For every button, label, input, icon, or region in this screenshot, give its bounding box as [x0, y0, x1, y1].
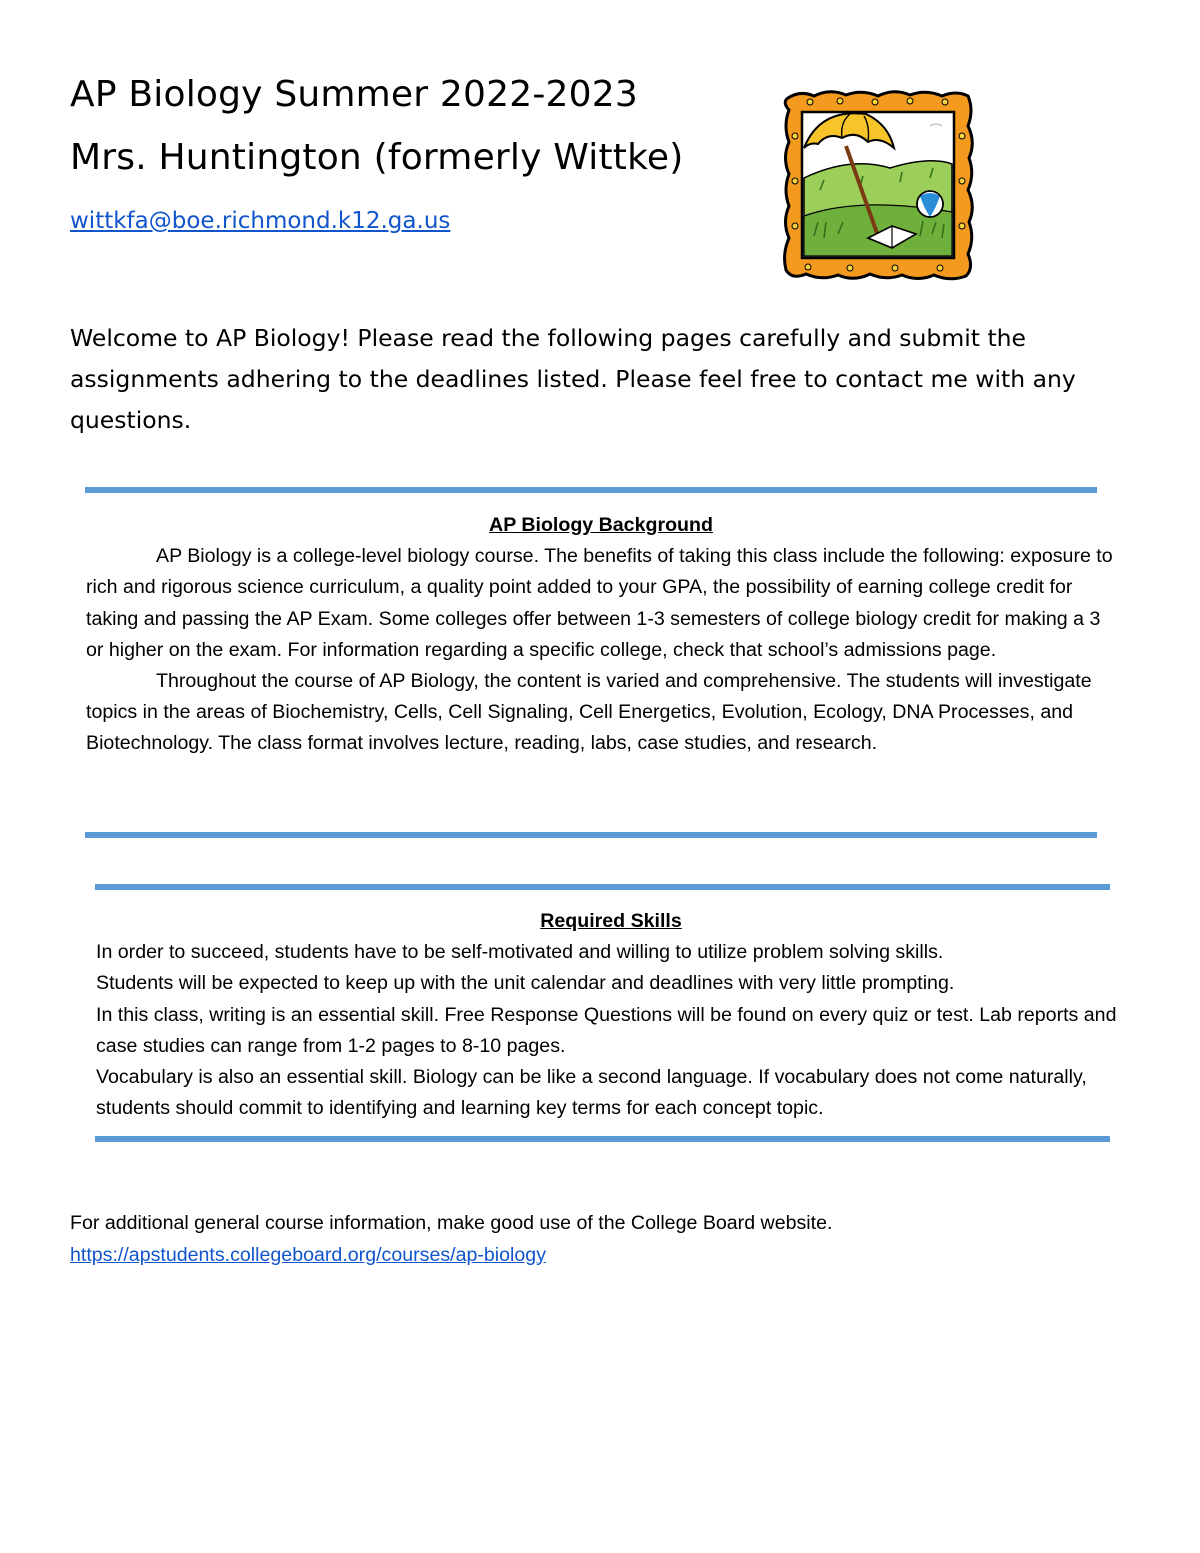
- skills-paragraph: In this class, writing is an essential skill. Free Response Questions will be found on every quiz or test. Lab reports and case studies can range from 1-2 pages to 8-10 pages.: [96, 1003, 1117, 1057]
- skills-section: [96, 906, 1126, 1124]
- background-paragraph: AP Biology is a college-level biology course. The benefits of taking this class include the following: exposure to rich and rigorous science curriculum, a quality point added to your GPA, the possibility of earning college credit for taking and passing the AP Exam. Some colleges offer between 1-3 semesters of college biology credit for making a 3 or higher on the exam. For information regarding a specific college, check that school’s admissions page.: [86, 545, 1113, 661]
- college-board-link[interactable]: https://apstudents.collegeboard.org/courses/ap-biology: [70, 1243, 546, 1266]
- teacher-name: Mrs. Huntington (formerly Wittke): [70, 137, 684, 178]
- section-divider-bottom: [85, 832, 1097, 838]
- background-paragraph: Throughout the course of AP Biology, the content is varied and comprehensive. The students will investigate topics in the areas of Biochemistry, Cells, Cell Signaling, Cell Energetics, Evolution, Ecology, DNA Processes, and Biotechnology. The class format involves lecture, reading, labs, case studies, and research.: [86, 670, 1092, 755]
- section-divider-top: [85, 487, 1097, 493]
- background-section: [86, 510, 1116, 760]
- page-title: AP Biology Summer 2022-2023: [70, 74, 638, 115]
- footer: [70, 1208, 832, 1271]
- skills-paragraph: In order to succeed, students have to be self-motivated and willing to utilize problem solving skills.: [96, 941, 944, 964]
- section-divider-bottom: [95, 1136, 1110, 1142]
- background-heading: AP Biology Background: [489, 514, 713, 536]
- section-divider-top: [95, 884, 1110, 890]
- skills-paragraph: Students will be expected to keep up with the unit calendar and deadlines with very little prompting.: [96, 972, 955, 995]
- footer-text: For additional general course information, make good use of the College Board website.: [70, 1212, 833, 1234]
- email-link[interactable]: wittkfa@boe.richmond.k12.ga.us: [70, 208, 451, 234]
- skills-heading: Required Skills: [540, 910, 682, 932]
- summer-umbrella-beach-picture-icon: [780, 86, 976, 282]
- skills-paragraph: Vocabulary is also an essential skill. Biology can be like a second language. If vocabulary does not come naturally, students should commit to identifying and learning key terms for each concept topic.: [96, 1066, 1087, 1120]
- welcome-paragraph: Welcome to AP Biology! Please read the following pages carefully and submit the assignments adhering to the deadlines listed. Please feel free to contact me with any questions.: [70, 324, 1076, 434]
